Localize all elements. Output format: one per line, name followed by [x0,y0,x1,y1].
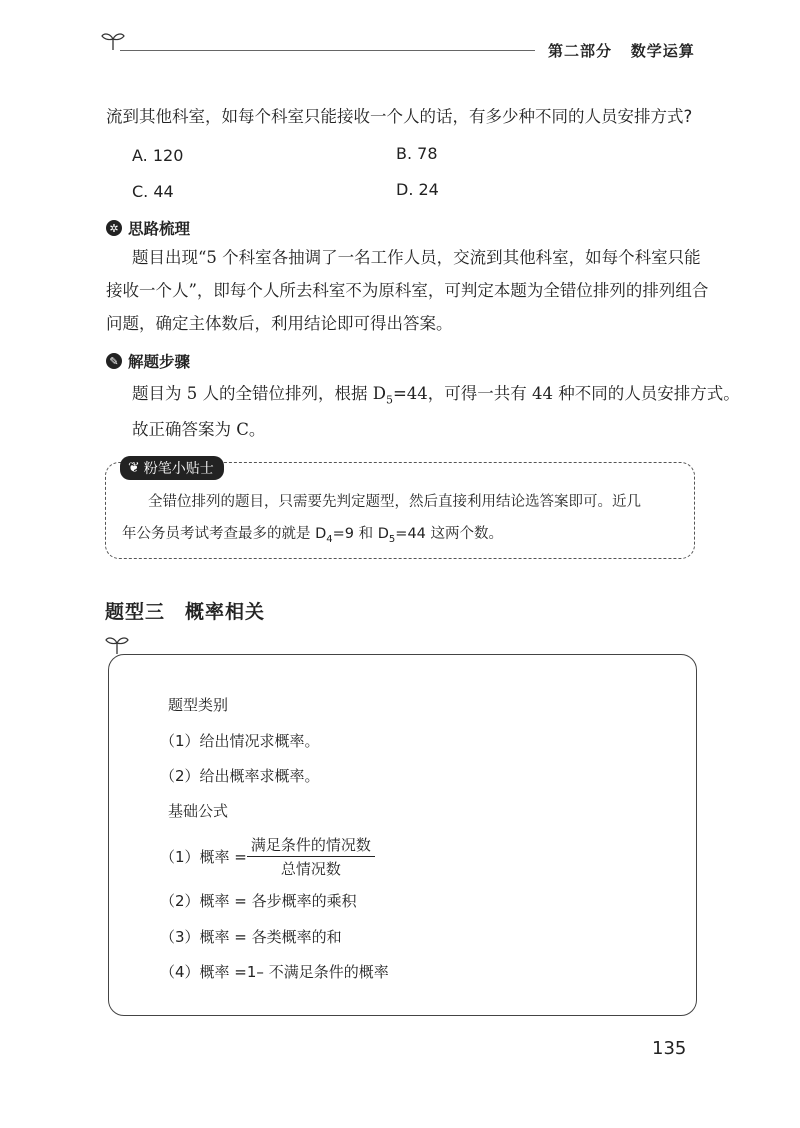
analysis-line-2: 接收一个人”，即每个人所去科室不为原科室，可判定本题为全错位排列的排列组合 [106,281,709,300]
header-subject: 数学运算 [630,42,695,60]
sprout-icon [104,634,130,656]
analysis-heading [106,217,190,239]
formula-2: （2）概率 = 各步概率的乘积 [160,892,357,910]
tip-line-2: 年公务员考试考查最多的就是 $D_4=9$ 和 $D_5=44$ 这两个数。 [122,526,504,545]
formula-1: （1）概率 = $\frac{\text{满足条件的情况数}}{\text{总情况数}}$ [160,834,375,879]
tip-tag [120,456,224,480]
analysis-title: 思路梳理 [128,220,191,238]
solution-line-1: 题目为 5 人的全错位排列，根据 $D_5=44$，可得一共有 44 种不同的人员安排方式。 [132,384,740,407]
option-b: B. 78 [396,144,438,163]
header-rule [120,50,535,51]
tip-line-1: 全错位排列的题目，只需要先判定题型，然后直接利用结论选答案即可。近几 [148,494,641,510]
question-text: 流到其他科室，如每个科室只能接收一个人的话，有多少种不同的人员安排方式? [106,107,693,126]
sprout-icon [100,30,126,52]
solution-line-2: 故正确答案为 C。 [132,420,266,439]
gear-icon: ✲ [106,220,122,236]
formula-4: （4）概率 =1– 不满足条件的概率 [160,963,389,981]
solution-heading [106,350,190,372]
formula-3: （3）概率 = 各类概率的和 [160,928,342,946]
sprout-icon: ❦ [128,460,140,476]
pencil-icon: ✎ [106,353,122,369]
category-1: （1）给出情况求概率。 [160,732,320,750]
page-number: 135 [652,1038,687,1059]
option-d: D. 24 [396,180,439,199]
analysis-line-1: 题目出现“5 个科室各抽调了一名工作人员，交流到其他科室，如每个科室只能 [132,248,701,267]
running-header [548,40,695,61]
tip-title: 粉笔小贴士 [143,461,214,477]
solution-title: 解题步骤 [128,353,191,371]
category-label: 题型类别 [168,696,229,714]
formula-label: 基础公式 [168,802,229,820]
category-2: （2）给出概率求概率。 [160,767,320,785]
header-section: 第二部分 [548,42,613,60]
option-a: A. 120 [132,146,184,165]
fraction: $\frac{\text{满足条件的情况数}}{\text{总情况数}}$ [247,834,375,879]
option-c: C. 44 [132,182,174,201]
analysis-line-3: 问题，确定主体数后，利用结论即可得出答案。 [106,314,453,333]
section-title: 题型三 概率相关 [105,601,266,623]
